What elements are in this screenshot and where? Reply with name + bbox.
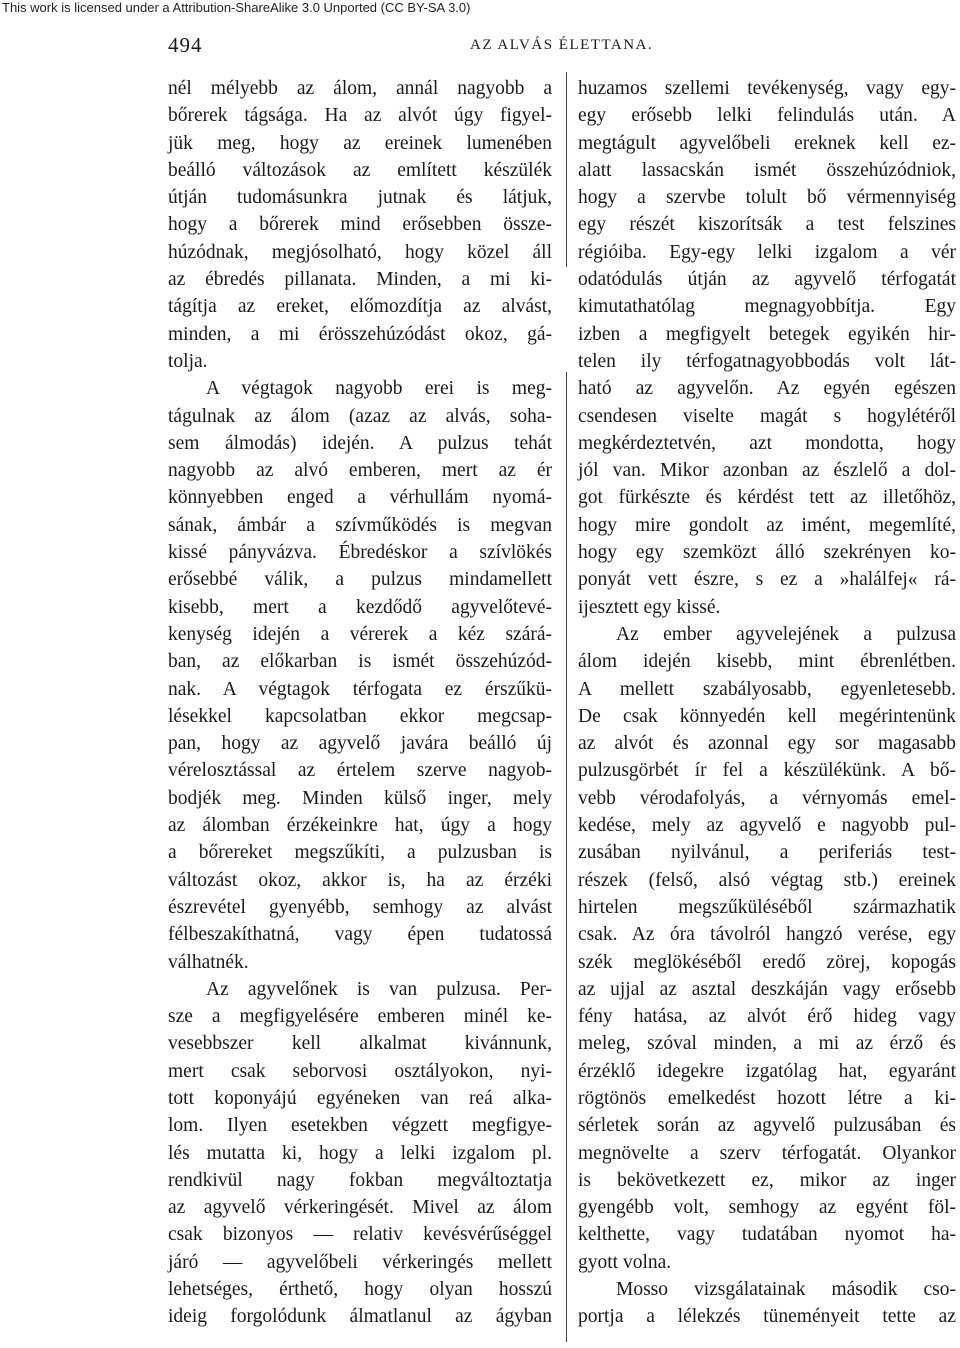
text-line: csak bizonyos — relativ kevésvérűséggel [168, 1224, 552, 1246]
text-line: hogy a bőrerek mind erősebben össze- [168, 214, 552, 236]
text-line: az ujjal az asztal deszkáján vagy erősebb [578, 978, 956, 1000]
text-line: sze a megfigyelésére emberen minél ke- [168, 1006, 552, 1028]
text-line: kenység idején a vérerek a kéz szárá- [168, 623, 552, 645]
text-line: az alvót és azonnal egy sor magasabb [578, 733, 956, 755]
left-text-column [168, 75, 552, 1331]
text-line: jük meg, hogy az ereinek lumenében [168, 132, 552, 154]
text-line: portja a lélekzés tüneményeit tette az [578, 1306, 956, 1328]
text-line: nagyobb az alvó emberen, mert az ér [168, 460, 552, 482]
text-line: egy részét kiszorítsák a test felszines [578, 214, 956, 236]
text-line: De csak könnyedén kell megérintenünk [578, 705, 956, 727]
text-line: kelthette, vagy tudatában nyomot ha- [578, 1224, 956, 1246]
text-line: Az agyvelőnek is van pulzusa. Per- [206, 978, 552, 1000]
text-line: az álomban érzékeinkre hat, úgy a hogy [168, 815, 552, 837]
text-line: A mellett szabályosabb, egyenletesebb. [578, 678, 956, 700]
text-line: járó — agyvelőbeli vérkeringés mellett [168, 1251, 552, 1273]
text-line: lom. Ilyen esetekben végzett megfigye- [168, 1115, 552, 1137]
text-line: tágulnak az álom (azaz az alvás, soha- [168, 405, 552, 427]
right-text-column [578, 75, 956, 1331]
text-line: válhatnék. [168, 951, 249, 973]
text-line: gyengébb volt, semhogy az egyént föl- [578, 1197, 956, 1219]
text-line: az ébredés pillanata. Minden, a mi ki- [168, 269, 552, 291]
text-line: észrevétel gyenyébb, semhogy az alvást [168, 896, 552, 918]
text-line: a bőrereket megszűkíti, a pulzusban is [168, 842, 552, 864]
text-line: ideig forgolódunk álmatlanul az ágyban [168, 1306, 552, 1328]
running-head: AZ ALVÁS ÉLETTANA. [470, 37, 654, 53]
text-line: rendkivül nagy fokban megváltoztatja [168, 1169, 552, 1191]
text-line: zusában nyilvánul, a periferiás test- [578, 842, 956, 864]
text-line: izben a megfigyelt betegek egyikén hir- [578, 323, 956, 345]
text-line: A végtagok nagyobb erei is meg- [206, 378, 552, 400]
text-line: Mosso vizsgálatainak második cso- [616, 1279, 956, 1301]
column-rule-lower [566, 372, 567, 1342]
text-line: hogy a szervbe tolult bő vérmennyiség [578, 187, 956, 209]
text-line: megnövelte a szerv térfogatát. Olyankor [578, 1142, 956, 1164]
text-line: huzamos szellemi tevékenység, vagy egy- [578, 78, 956, 99]
text-line: szék meglökéséből eredő zörej, kopogás [578, 951, 956, 973]
text-line: got fürkészte és kérdést tett az illetőhöz, [578, 487, 956, 509]
text-line: megtágult agyvelőbeli ereknek kell ez- [578, 132, 956, 154]
text-line: minden, a mi érösszehúzódást okoz, gá- [168, 323, 552, 345]
text-line: hirtelen megszűküléséből származhatik [578, 896, 956, 918]
text-line: érzéklő idegekre izgatólag hat, egyaránt [578, 1060, 956, 1082]
text-line: tolja. [168, 350, 208, 372]
page-number: 494 [168, 33, 203, 57]
text-line: tágítja az ereket, előmozdítja az alvást, [168, 296, 552, 318]
text-line: csak. Az óra távolról hangzó verése, egy [578, 924, 956, 946]
text-line: rögtönös emelkedést hozott létre a ki- [578, 1087, 956, 1109]
text-line: ható az agyvelőn. Az egyén egészen [578, 378, 956, 400]
text-line: kisebb, mert a kezdődő agyvelőtevé- [168, 596, 552, 618]
text-line: bodjék meg. Minden külső inger, mely [168, 787, 552, 809]
text-line: húzódnak, megjósolható, hogy közel áll [168, 241, 552, 263]
text-line: ijesztett egy kissé. [578, 596, 721, 618]
text-line: odatódulás útján az agyvelő térfogatát [578, 269, 956, 291]
text-line: lés mutatta ki, hogy a lelki izgalom pl. [168, 1142, 552, 1164]
text-line: is bekövetkezett ez, mikor az inger [578, 1169, 956, 1191]
text-line: erősebbé válik, a pulzus mindamellett [168, 569, 552, 591]
text-line: gyott volna. [578, 1251, 672, 1273]
text-line: az agyvelő vérkeringését. Mivel az álom [168, 1197, 552, 1219]
text-line: beálló változások az említett készülék [168, 159, 552, 181]
column-rule-upper [566, 72, 567, 267]
text-line: részek (felső, alsó végtag stb.) ereinek [578, 869, 956, 891]
text-line: Az ember agyvelejének a pulzusa [616, 623, 956, 645]
text-line: alatt lassacskán ismét összehúzódniok, [578, 159, 956, 181]
text-line: pan, hogy az agyvelő javára beálló új [168, 733, 552, 755]
text-line: vesebbszer kell alkalmat kivánnunk, [168, 1033, 552, 1055]
text-line: vérelosztással az értelem szerve nagyob- [168, 760, 552, 782]
text-line: útján tudomásunkra jutnak és látjuk, [168, 187, 552, 209]
text-line: hogy egy szemközt álló szekrényen ko- [578, 542, 956, 564]
text-line: meleg, szóval minden, a mi az érző és [578, 1033, 956, 1055]
text-line: régióiba. Egy-egy lelki izgalom a vér [578, 241, 956, 263]
text-line: lésekkel kapcsolatban ekkor megcsap- [168, 705, 552, 727]
text-line: fény hatása, az alvót érő hideg vagy [578, 1006, 956, 1028]
text-line: sem álmodás) idején. A pulzus tehát [168, 432, 552, 454]
text-line: mert csak seborvosi osztályokon, nyi- [168, 1060, 552, 1082]
text-line: sérletek során az agyvelő pulzusában és [578, 1115, 956, 1137]
text-line: változást okoz, akkor is, ha az érzéki [168, 869, 552, 891]
text-line: kedése, mely az agyvelő e nagyobb pul- [578, 815, 956, 837]
text-line: kimutathatólag megnagyobbítja. Egy [578, 296, 956, 318]
text-line: félbeszakíthatná, vagy épen tudatossá [168, 924, 552, 946]
text-line: könnyebben enged a vérhullám nyomá- [168, 487, 552, 509]
text-line: pulzusgörbét ír fel a készülékünk. A bő- [578, 760, 956, 782]
text-line: nél mélyebb az álom, annál nagyobb a [168, 78, 552, 99]
license-notice: This work is licensed under a Attribution-ShareAlike 3.0 Unported (CC BY-SA 3.0) [2, 0, 471, 15]
text-line: megkérdeztetvén, azt mondotta, hogy [578, 432, 956, 454]
text-line: sának, ámbár a szívműködés is megvan [168, 514, 552, 536]
text-line: telen ily térfogatnagyobbodás volt lát- [578, 350, 956, 372]
text-line: vebb vérodafolyás, a vérnyomás emel- [578, 787, 956, 809]
text-line: kissé pányvázva. Ébredéskor a szívlökés [168, 542, 552, 564]
text-line: ban, az előkarban is ismét összehúzód- [168, 651, 552, 673]
text-line: jól van. Mikor azonban az észlelő a dol- [578, 460, 956, 482]
text-line: lehetséges, érthető, hogy olyan hosszú [168, 1279, 552, 1301]
text-line: álom idején kisebb, mint ébrenlétben. [578, 651, 956, 673]
text-line: tott koponyájú egyéneken van reá alka- [168, 1087, 552, 1109]
text-line: bőrerek tágsága. Ha az alvót úgy figyel- [168, 105, 552, 127]
text-line: ponyát vett észre, s ez a »halálfej« rá- [578, 569, 956, 591]
text-line: hogy mire gondolt az imént, megemlíté, [578, 514, 956, 536]
text-line: csendesen viselte magát s hogylétéről [578, 405, 956, 427]
text-line: nak. A végtagok térfogata ez érszűkü- [168, 678, 552, 700]
text-line: egy erősebb lelki felindulás után. A [578, 105, 956, 127]
